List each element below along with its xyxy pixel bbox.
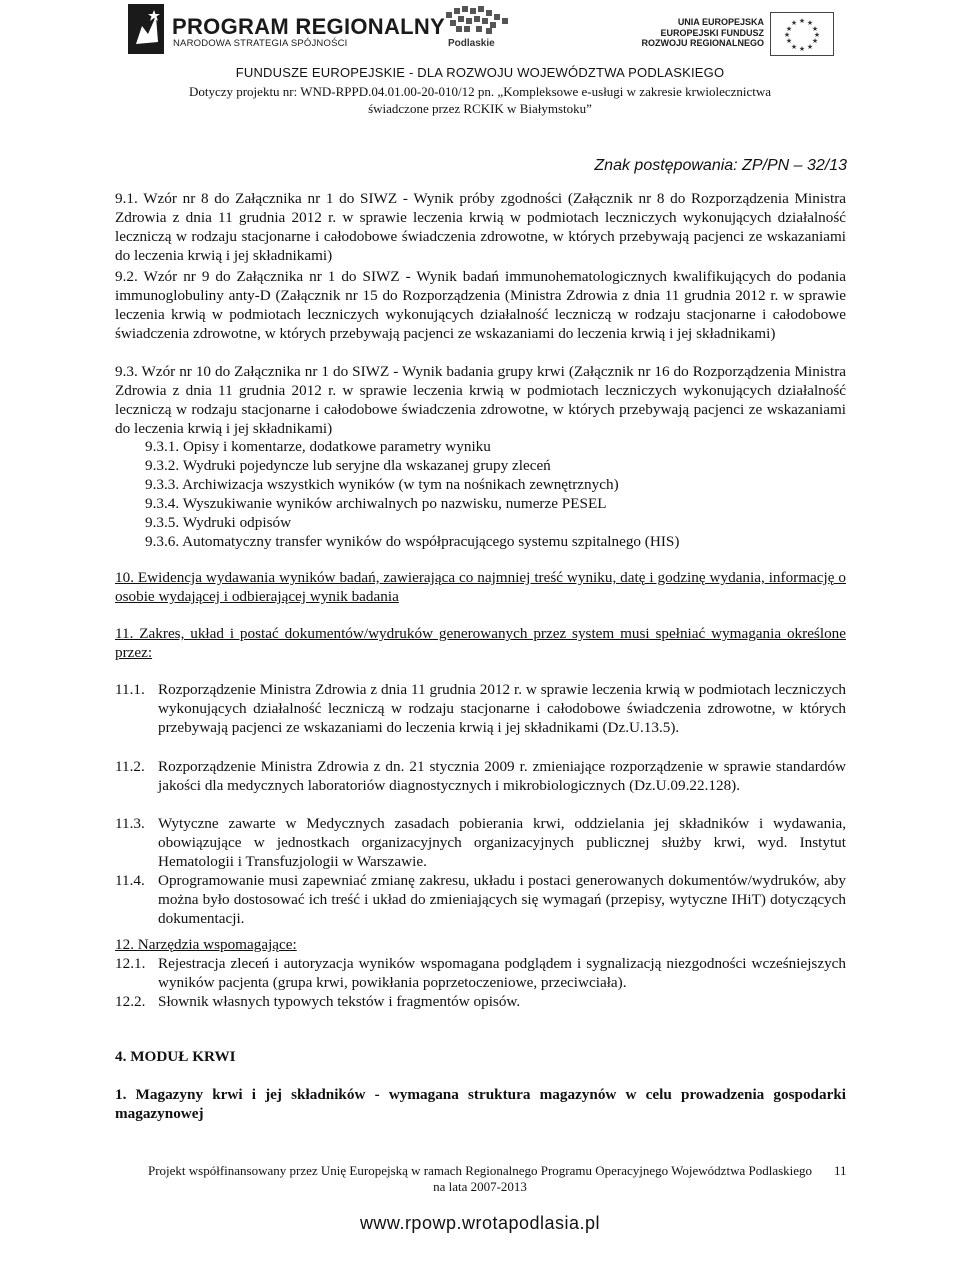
section-11-item [115,680,846,756]
section-10: 10. Ewidencja wydawania wyników badań, zawierająca co najmniej treść wyniku, datę i godzinę wydania, informację o osobie wydającej i odbierającej wynik badania [115,569,846,605]
svg-text:★: ★ [811,25,819,33]
item-number: 11.4. [115,872,145,889]
project-reference-line1: Dotyczy projektu nr: WND-RPPD.04.01.00-20-010/12 pn. „Kompleksowe e-usługi w zakresie krwiolecznictwa [188,84,772,99]
footer-website: www.rpowp.wrotapodlasia.pl [359,1213,601,1233]
svg-text:★: ★ [790,43,798,51]
item-text: Słownik własnych typowych tekstów i fragmentów opisów. [158,993,521,1010]
section-12-item [115,992,846,1011]
sub-item: 9.3.3. Archiwizacja wszystkich wyników (w tym na nośnikach zewnętrznych) [145,476,619,493]
page-number: 11 [834,1163,847,1178]
sub-item: 9.3.5. Wydruki odpisów [145,514,292,531]
section-12: 12. Narzędzia wspomagające: [115,936,297,953]
footer-text [0,1163,960,1195]
magazyny-heading: 1. Magazyny krwi i jej składników - wymagana struktura magazynów w celu prowadzenia gospodarki magazynowej [115,1086,846,1122]
svg-text:★: ★ [783,31,791,39]
item-text: Oprogramowanie musi zapewniać zmianę zakresu, układu i postaci generowanych dokumentów/wydruków, aby można było dostosować ich treść i układ do zmieniających się wymagań (przepisy, wytyczne IHiT) dotyczących dokumentacji. [158,872,846,927]
item-number: 11.2. [115,758,145,775]
project-reference-line2: świadczone przez RCKIK w Białymstoku” [368,101,592,116]
item-number: 12.1. [115,955,146,972]
sub-item: 9.3.2. Wydruki pojedyncze lub seryjne dla wskazanej grupy zleceń [145,457,551,474]
item-number: 12.2. [115,993,146,1010]
fundusze-heading: FUNDUSZE EUROPEJSKIE - DLA ROZWOJU WOJEWÓDZTWA PODLASKIEGO [235,65,725,80]
podlaskie-label: Podlaskie [448,38,495,49]
item-number: 11.1. [115,681,145,698]
section-11-item [115,814,846,871]
eu-flag-icon [770,12,834,56]
section-11-item [115,871,846,928]
program-title: PROGRAM REGIONALNY [172,14,446,39]
svg-text:★: ★ [785,25,793,33]
svg-text:★: ★ [798,45,806,53]
ue-line2: EUROPEJSKI FUNDUSZ [660,27,764,38]
item-9-2: 9.2. Wzór nr 9 do Załącznika nr 1 do SIWZ - Wynik badań immunohematologicznych kwalifikujących do podania immunoglobuliny anty-D (Załącznik nr 15 do Rozporządzenia (Ministra Zdrowia z dnia 11 grudnia 2012 r. w sprawie leczenia krwią w podmiotach leczniczych wykonujących działalność leczniczą w rodzaju stacjonarne i całodobowe świadczenia zdrowotne, w których przebywają pacjenci ze wskazaniami do leczenia krwią i jej składnikami) [115,268,846,342]
svg-text:★: ★ [785,37,793,45]
sub-item: 9.3.1. Opisy i komentarze, dodatkowe parametry wyniku [145,438,491,455]
section-11: 11. Zakres, układ i postać dokumentów/wydruków generowanych przez system musi spełniać wymagania określone przez: [115,625,846,661]
item-9-1: 9.1. Wzór nr 8 do Załącznika nr 1 do SIWZ - Wynik próby zgodności (Załącznik nr 8 do Rozporządzenia Ministra Zdrowia z dnia 11 grudnia 2012 r. w sprawie leczenia krwią w podmiotach leczniczych wykonujących działalność leczniczą w rodzaju stacjonarne i całodobowe świadczenia zdrowotne, w których przebywają pacjenci ze wskazaniami do leczenia krwią i jej składnikami) [115,190,846,264]
item-9-3: 9.3. Wzór nr 10 do Załącznika nr 1 do SIWZ - Wynik badania grupy krwi (Załącznik nr 16 do Rozporządzenia Ministra Zdrowia z dnia 11 grudnia 2012 r. w sprawie leczenia krwią w podmiotach leczniczych wykonujących działalność leczniczą w rodzaju stacjonarne i całodobowe świadczenia zdrowotne, w których przebywają pacjenci ze wskazaniami do leczenia krwią i jej składnikami) [115,363,846,437]
item-number: 11.3. [115,815,145,832]
ue-line3: ROZWOJU REGIONALNEGO [641,38,764,48]
case-number: Znak postępowania: ZP/PN – 32/13 [594,157,847,174]
item-text: Rozporządzenie Ministra Zdrowia z dn. 21 stycznia 2009 r. zmieniające rozporządzenie w sprawie standardów jakości dla medycznych laboratoriów diagnostycznych i mikrobiologicznych (Dz.U.09.22.128). [158,758,846,794]
svg-text:★: ★ [813,31,821,39]
ue-text [641,17,764,49]
item-text: Rejestracja zleceń i autoryzacja wyników wspomagana podglądem i sygnalizacją niezgodności wcześniejszych wyników pacjenta (grupa krwi, powikłania poprzetoczeniowe, przeciwciała). [158,955,846,991]
svg-text:★: ★ [811,37,819,45]
program-subtitle: NARODOWA STRATEGIA SPÓJNOŚCI [173,38,348,49]
program-regionalny-logo [128,4,164,54]
module-heading: 4. MODUŁ KRWI [115,1048,236,1065]
sub-item: 9.3.6. Automatyczny transfer wyników do współpracującego systemu szpitalnego (HIS) [145,533,680,550]
project-reference [0,83,960,117]
svg-text:★: ★ [806,19,814,27]
section-12-item [115,954,846,992]
footer-line2: na lata 2007-2013 [433,1179,527,1194]
item-text: Wytyczne zawarte w Medycznych zasadach pobierania krwi, oddzielania jej składników i wydawania, obowiązujące w jednostkach organizacyjnych organizacyjnych publicznej służby krwi, wyd. Instytut Hematologii i Transfuzjologii w Warszawie. [158,815,846,870]
svg-text:★: ★ [806,43,814,51]
item-text: Rozporządzenie Ministra Zdrowia z dnia 11 grudnia 2012 r. w sprawie leczenia krwią w podmiotach leczniczych wykonujących działalność leczniczą w rodzaju stacjonarne i całodobowe świadczenia zdrowotne, w których przebywają pacjenci ze wskazaniami do leczenia krwią i jej składnikami (Dz.U.13.5). [158,681,846,736]
section-11-item [115,757,846,814]
ue-line1: UNIA EUROPEJSKA [677,17,764,27]
svg-text:★: ★ [790,19,798,27]
sub-item: 9.3.4. Wyszukiwanie wyników archiwalnych po nazwisku, numerze PESEL [145,495,607,512]
footer-line1: Projekt współfinansowany przez Unię Europejską w ramach Regionalnego Programu Operacyjnego Województwa Podlaskiego [147,1163,813,1178]
svg-text:★: ★ [798,17,806,25]
